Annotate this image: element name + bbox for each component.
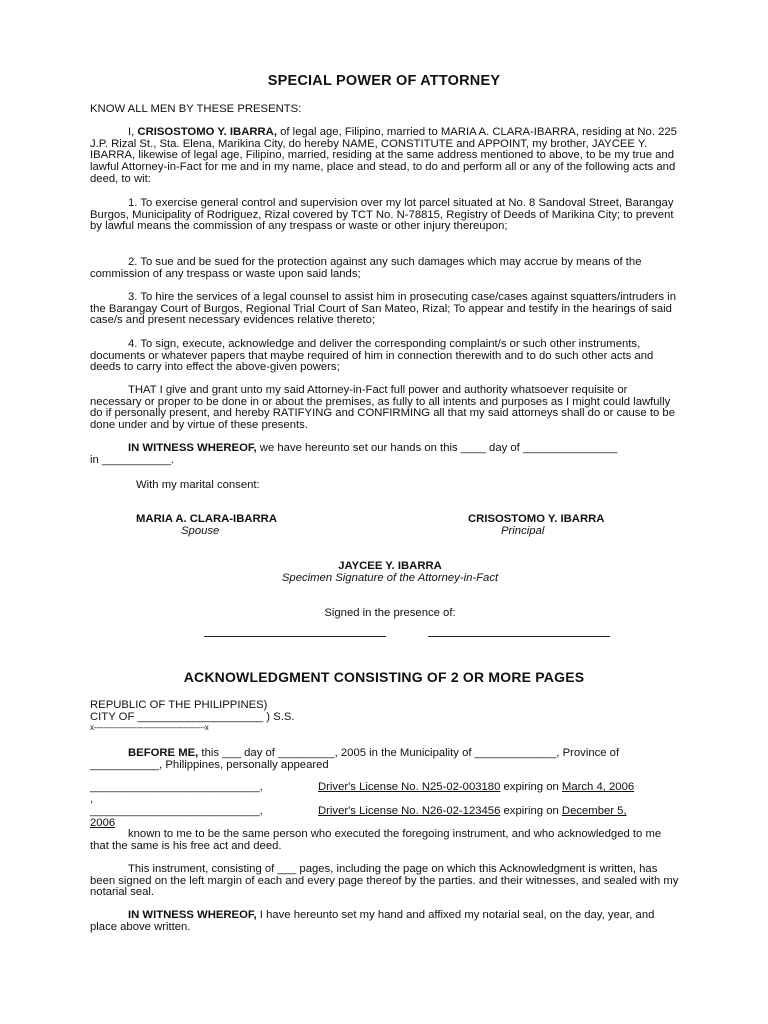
venue-block: [90, 700, 682, 733]
know-all-heading: KNOW ALL MEN BY THESE PRESENTS:: [90, 103, 302, 115]
attorney-signature-block: [240, 560, 540, 584]
appearer-2-expiry: December 5,: [561, 805, 627, 817]
acknowledgment-title: ACKNOWLEDGMENT CONSISTING OF 2 OR MORE PAGES: [183, 669, 585, 685]
power-3-text: 3. To hire the services of a legal counsel to assist him in prosecuting case/cases against squatters/intruders in the Barangay Court of Burgos, Regional Trial Court of San Mateo, Rizal; To appear and testify in the hearings of said case/s and present necessary evidences relative thereto;: [90, 291, 676, 327]
power-4: [90, 339, 682, 374]
instrument-text: This instrument, consisting of ___ pages, including the page on which this Acknowledgment is written, has been signed on the left margin of each and every page thereof by the parties. and their witnesses, and sealed with my notarial seal.: [90, 863, 679, 899]
appearer-2-license: Driver's License No. N26-02-123456: [318, 805, 501, 817]
attorney-role: Specimen Signature of the Attorney-in-Fact: [281, 572, 499, 584]
witness-line2: in ___________.: [90, 453, 175, 466]
known-to-me-paragraph: [90, 829, 682, 852]
appearer-1-license: Driver's License No. N25-02-003180: [318, 781, 501, 793]
instrument-paragraph: [90, 864, 682, 899]
spouse-name: MARIA A. CLARA-IBARRA: [136, 513, 277, 525]
appearer-1-blank: ___________________________,: [90, 781, 263, 793]
power-1: [90, 198, 682, 233]
intro-paragraph: [90, 127, 682, 186]
principal-name: CRISOSTOMO Y. IBARRA,: [137, 126, 277, 138]
appearer-2-expiry-wrap: 2006: [90, 816, 116, 829]
spa-witness-paragraph: [90, 443, 682, 466]
witness-text: we have hereunto set our hands on this ____ day of _______________: [256, 442, 618, 454]
power-1-text: 1. To exercise general control and supervision over my lot parcel situated at No. 8 Sandoval Street, Barangay Burgos, Municipality of Rodriguez, Rizal covered by TCT No. N-78815, Registry of Deeds of Marikina City; to prevent by lawful means the commission of any trespass or waste or other injury thereupon;: [90, 197, 674, 233]
spouse-signature-block: [136, 513, 296, 537]
power-3: [90, 292, 682, 327]
before-me-text: this ___ day of _________, 2005 in the Municipality of _____________, Province of ___________, Philippines, personally appeared: [90, 747, 620, 771]
venue-city: CITY OF ____________________ ) S.S.: [90, 710, 295, 723]
power-2-text: 2. To sue and be sued for the protection against any such damages which may accrue by means of the commission of any trespass or waste upon said lands;: [90, 256, 642, 280]
appearer-2-mid: expiring on: [500, 805, 562, 817]
witness-bold: IN WITNESS WHEREOF,: [128, 442, 257, 454]
power-2: [90, 257, 682, 280]
venue-republic: REPUBLIC OF THE PHILIPPINES): [90, 699, 268, 711]
before-me-bold: BEFORE ME,: [128, 747, 199, 759]
venue-separator: x-----------------------------------------------x: [90, 723, 209, 733]
intro-prefix: I,: [128, 126, 138, 138]
ack-witness-paragraph: [90, 910, 682, 933]
power-4-text: 4. To sign, execute, acknowledge and deliver the corresponding complaint/s or such other instruments, documents or whatever papers that maybe required of him in connection therewith and to do such other acts and deeds to carry into effect the above-given powers;: [90, 338, 654, 374]
appearer-1: [90, 782, 682, 805]
appearer-2-blank: ___________________________,: [90, 805, 263, 817]
before-me-paragraph: [90, 748, 682, 771]
principal-role: Principal: [501, 525, 545, 537]
principal-signature-block: [468, 513, 638, 537]
witness-signature-line-2: [428, 636, 610, 637]
appearer-1-expiry: March 4, 2006: [561, 781, 635, 793]
intro-body: of legal age, Filipino, married to MARIA A. CLARA-IBARRA, residing at No. 225 J.P. Rizal St., Sta. Elena, Marikina City, do hereby NAME, CONSTITUTE and APPOINT, my brother, JAYCEE Y. IBARRA, likewise of legal age, Filipino, married, residing at the same address mentioned to above, to be my true and lawful Attorney-in-Fact for me and in my name, place and stead, to do and perform all or any of the following acts and deed, to wit:: [90, 126, 677, 185]
grant-paragraph: [90, 385, 682, 432]
document-title: SPECIAL POWER OF ATTORNEY: [267, 73, 501, 89]
spouse-role: Spouse: [181, 525, 220, 537]
appearer-2: [90, 806, 682, 829]
appearer-1-trail: ,: [90, 792, 94, 805]
ack-witness-text: I have hereunto set my hand and affixed my notarial seal, on the day, year, and place above written.: [90, 909, 655, 933]
witness-signature-line-1: [204, 636, 386, 637]
principal-signature-name: CRISOSTOMO Y. IBARRA: [468, 513, 605, 525]
attorney-name: JAYCEE Y. IBARRA: [338, 560, 442, 572]
marital-consent: With my marital consent:: [136, 479, 260, 491]
appearer-1-mid: expiring on: [500, 781, 562, 793]
ack-witness-bold: IN WITNESS WHEREOF,: [128, 909, 257, 921]
grant-text: THAT I give and grant unto my said Attorney-in-Fact full power and authority whatsoever requisite or necessary or proper to be done in or about the premises, as fully to all intents and purposes as I might could lawfully do if personally present, and hereby RATIFYING and CONFIRMING all that my said attorneys shall do or cause to be done under and by virtue of these presents.: [90, 384, 675, 432]
signed-presence: Signed in the presence of:: [324, 607, 456, 619]
known-to-me-text: known to me to be the same person who executed the foregoing instrument, and who acknowledged to me that the same is his free act and deed.: [90, 828, 662, 852]
